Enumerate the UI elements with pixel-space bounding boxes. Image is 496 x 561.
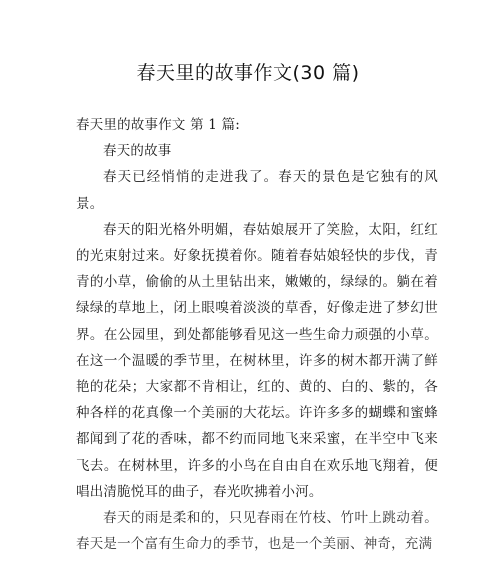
document-title: 春天里的故事作文(30 篇) [136,62,360,84]
document-body [76,112,438,557]
paragraph-1: 春天已经悄悄的走进我了。春天的景色是它独有的风景。 [76,169,438,212]
paragraph-3: 春天的雨是柔和的，只见春雨在竹枝、竹叶上跳动着。春天是一个富有生命力的季节，也是一个美丽、神奇，充满 [76,510,438,553]
paragraph-2: 春天的阳光格外明媚，春姑娘展开了笑脸，太阳，红红的光束射过来。好象抚摸着你。随着春姑娘轻快的步伐，青青的小草，偷偷的从土里钻出来，嫩嫩的，绿绿的。躺在着绿绿的草地上，闭上眼嗅着淡淡的草香，好像走进了梦幻世界。在公园里，到处都能够看见这一些生命力顽强的小草。在这一个温暖的季节里，在树林里，许多的树木都开满了鲜艳的花朵；大家都不肯相让，红的、黄的、白的、紫的，各种各样的花真像一个美丽的大花坛。许许多多的蝴蝶和蜜蜂都闻到了花的香味，都不约而同地飞来采蜜，在半空中飞来飞去。在树林里，许多的小鸟在自由自在欢乐地飞翔着，便唱出清脆悦耳的曲子，春光吹拂着小河。 [76,221,438,500]
article-subtitle: 春天的故事 [103,143,172,160]
article-heading-line: 春天里的故事作文 第 1 篇: [76,117,241,133]
